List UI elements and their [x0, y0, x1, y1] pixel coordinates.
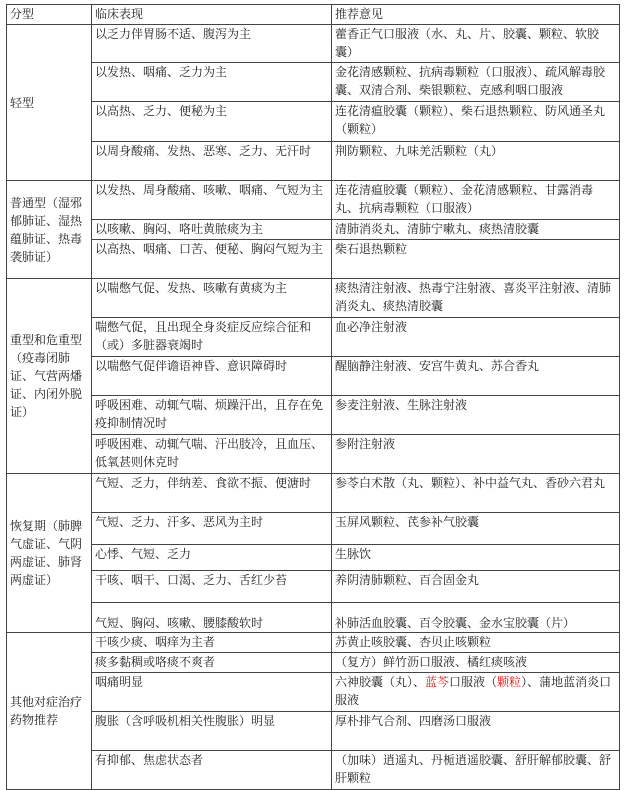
category-cell: 普通型（湿邪郁肺证、湿热蕴肺证、热毒袭肺证） [7, 181, 92, 279]
symptom-cell: 干咳少痰、咽痒为主者 [92, 633, 332, 653]
table-row [7, 571, 620, 603]
symptom-cell: 痰多黏稠或咯痰不爽者 [92, 653, 332, 673]
symptom-cell: 以发热、咽痛、乏力为主 [92, 63, 332, 102]
table-row [7, 63, 620, 102]
category-cell: 恢复期（肺脾气虚证、气阴两虚证、肺肾两虚证） [7, 474, 92, 633]
symptom-cell: 以喘憋气促伴谵语神昏、意识障碍时 [92, 357, 332, 396]
symptom-cell: 气短、乏力，伴纳差、食欲不振、便溏时 [92, 474, 332, 513]
recommendation-cell [332, 673, 620, 712]
header-row [7, 5, 620, 25]
table-row [7, 142, 620, 181]
symptom-cell: 以喘憋气促、发热、咳嗽有黄痰为主 [92, 279, 332, 318]
recommendation-cell: 参苓白术散（丸、颗粒）、补中益气丸、香砂六君丸 [332, 474, 620, 513]
symptom-cell: 呼吸困难、动辄气喘、汗出肢冷，且血压、低氧甚则休克时 [92, 435, 332, 474]
symptom-cell: 以周身酸痛、发热、恶寒、乏力、无汗时 [92, 142, 332, 181]
table-row [7, 279, 620, 318]
symptom-cell: 以高热、乏力、便秘为主 [92, 102, 332, 142]
recommendation-cell: 痰热清注射液、热毒宁注射液、喜炎平注射液、清肺消炎丸、痰热清胶囊 [332, 279, 620, 318]
symptom-cell: 呼吸困难、动辄气喘、烦躁汗出，且存在免疫抑制情况时 [92, 396, 332, 435]
recommendation-cell: 苏黄止咳胶囊、杏贝止咳颗粒 [332, 633, 620, 653]
recommendation-text: 口服液（ [449, 675, 498, 689]
recommendation-text: ）、蒲地蓝消炎口服液 [335, 675, 612, 707]
recommendation-text: 六神胶囊（丸）、 [335, 675, 426, 689]
symptom-cell: 以乏力伴胃肠不适、腹泻为主 [92, 25, 332, 63]
recommendation-cell: 生脉饮 [332, 545, 620, 571]
symptom-cell: 以咳嗽、胸闷、咯吐黄脓痰为主 [92, 220, 332, 240]
table-row [7, 396, 620, 435]
table-row [7, 603, 620, 633]
symptom-cell: 以高热、咽痛、口苦、便秘、胸闷气短为主 [92, 240, 332, 279]
recommendation-cell: 血必净注射液 [332, 318, 620, 357]
table-row [7, 220, 620, 240]
recommendation-table [6, 4, 620, 790]
recommendation-cell: （加味）逍遥丸、丹栀逍遥胶囊、舒肝解郁胶囊、舒肝颗粒 [332, 751, 620, 790]
table-row [7, 513, 620, 545]
header-symptom: 临床表现 [92, 5, 332, 25]
category-cell: 轻型 [7, 25, 92, 181]
table-row [7, 181, 620, 220]
symptom-cell: 气短、乏力、汗多、恶风为主时 [92, 513, 332, 545]
table-row [7, 357, 620, 396]
header-type: 分型 [7, 5, 92, 25]
symptom-cell: 咽痛明显 [92, 673, 332, 712]
table-row [7, 633, 620, 653]
recommendation-cell: 连花清瘟胶囊（颗粒）、金花清感颗粒、甘露消毒丸、抗病毒颗粒（口服液） [332, 181, 620, 220]
highlight-lanqin: 蓝芩 [425, 675, 450, 689]
table-row [7, 25, 620, 63]
symptom-cell: 腹胀（含呼吸机相关性腹胀）明显 [92, 712, 332, 751]
recommendation-cell: （复方）鲜竹沥口服液、橘红痰咳液 [332, 653, 620, 673]
table-row [7, 653, 620, 673]
recommendation-cell: 藿香正气口服液（水、丸、片、胶囊、颗粒、软胶囊） [332, 25, 620, 63]
category-cell: 重型和危重型（疫毒闭肺证、气营两燔证、内闭外脱证） [7, 279, 92, 474]
recommendation-cell: 连花清瘟胶囊（颗粒）、柴石退热颗粒、防风通圣丸（颗粒） [332, 102, 620, 142]
recommendation-cell: 柴石退热颗粒 [332, 240, 620, 279]
table-row [7, 318, 620, 357]
table-row [7, 240, 620, 279]
recommendation-cell: 补肺活血胶囊、百令胶囊、金水宝胶囊（片） [332, 603, 620, 633]
recommendation-cell: 参麦注射液、生脉注射液 [332, 396, 620, 435]
recommendation-cell: 玉屏风颗粒、芪参补气胶囊 [332, 513, 620, 545]
highlight-granule: 颗粒 [497, 675, 522, 689]
table-row [7, 102, 620, 142]
table-row [7, 673, 620, 712]
category-cell: 其他对症治疗药物推荐 [7, 633, 92, 790]
table-row [7, 474, 620, 513]
recommendation-cell: 醒脑静注射液、安宫牛黄丸、苏合香丸 [332, 357, 620, 396]
symptom-cell: 以发热、周身酸痛、咳嗽、咽痛、气短为主 [92, 181, 332, 220]
symptom-cell: 干咳、咽干、口渴、乏力、舌红少苔 [92, 571, 332, 603]
recommendation-cell: 参附注射液 [332, 435, 620, 474]
symptom-cell: 喘憋气促，且出现全身炎症反应综合征和（或）多脏器衰竭时 [92, 318, 332, 357]
table-row [7, 545, 620, 571]
symptom-cell: 气短、胸闷、咳嗽、腰膝酸软时 [92, 603, 332, 633]
recommendation-cell: 厚朴排气合剂、四磨汤口服液 [332, 712, 620, 751]
recommendation-cell: 金花清感颗粒、抗病毒颗粒（口服液）、疏风解毒胶囊、双清合剂、柴银颗粒、克感利咽口服液 [332, 63, 620, 102]
symptom-cell: 有抑郁、焦虑状态者 [92, 751, 332, 790]
table-row [7, 712, 620, 751]
recommendation-cell: 养阴清肺颗粒、百合固金丸 [332, 571, 620, 603]
header-recommendation: 推荐意见 [332, 5, 620, 25]
symptom-cell: 心悸、气短、乏力 [92, 545, 332, 571]
recommendation-cell: 荆防颗粒、九味羌活颗粒（丸） [332, 142, 620, 181]
recommendation-cell: 清肺消炎丸、清肺宁嗽丸、痰热清胶囊 [332, 220, 620, 240]
table-row [7, 435, 620, 474]
